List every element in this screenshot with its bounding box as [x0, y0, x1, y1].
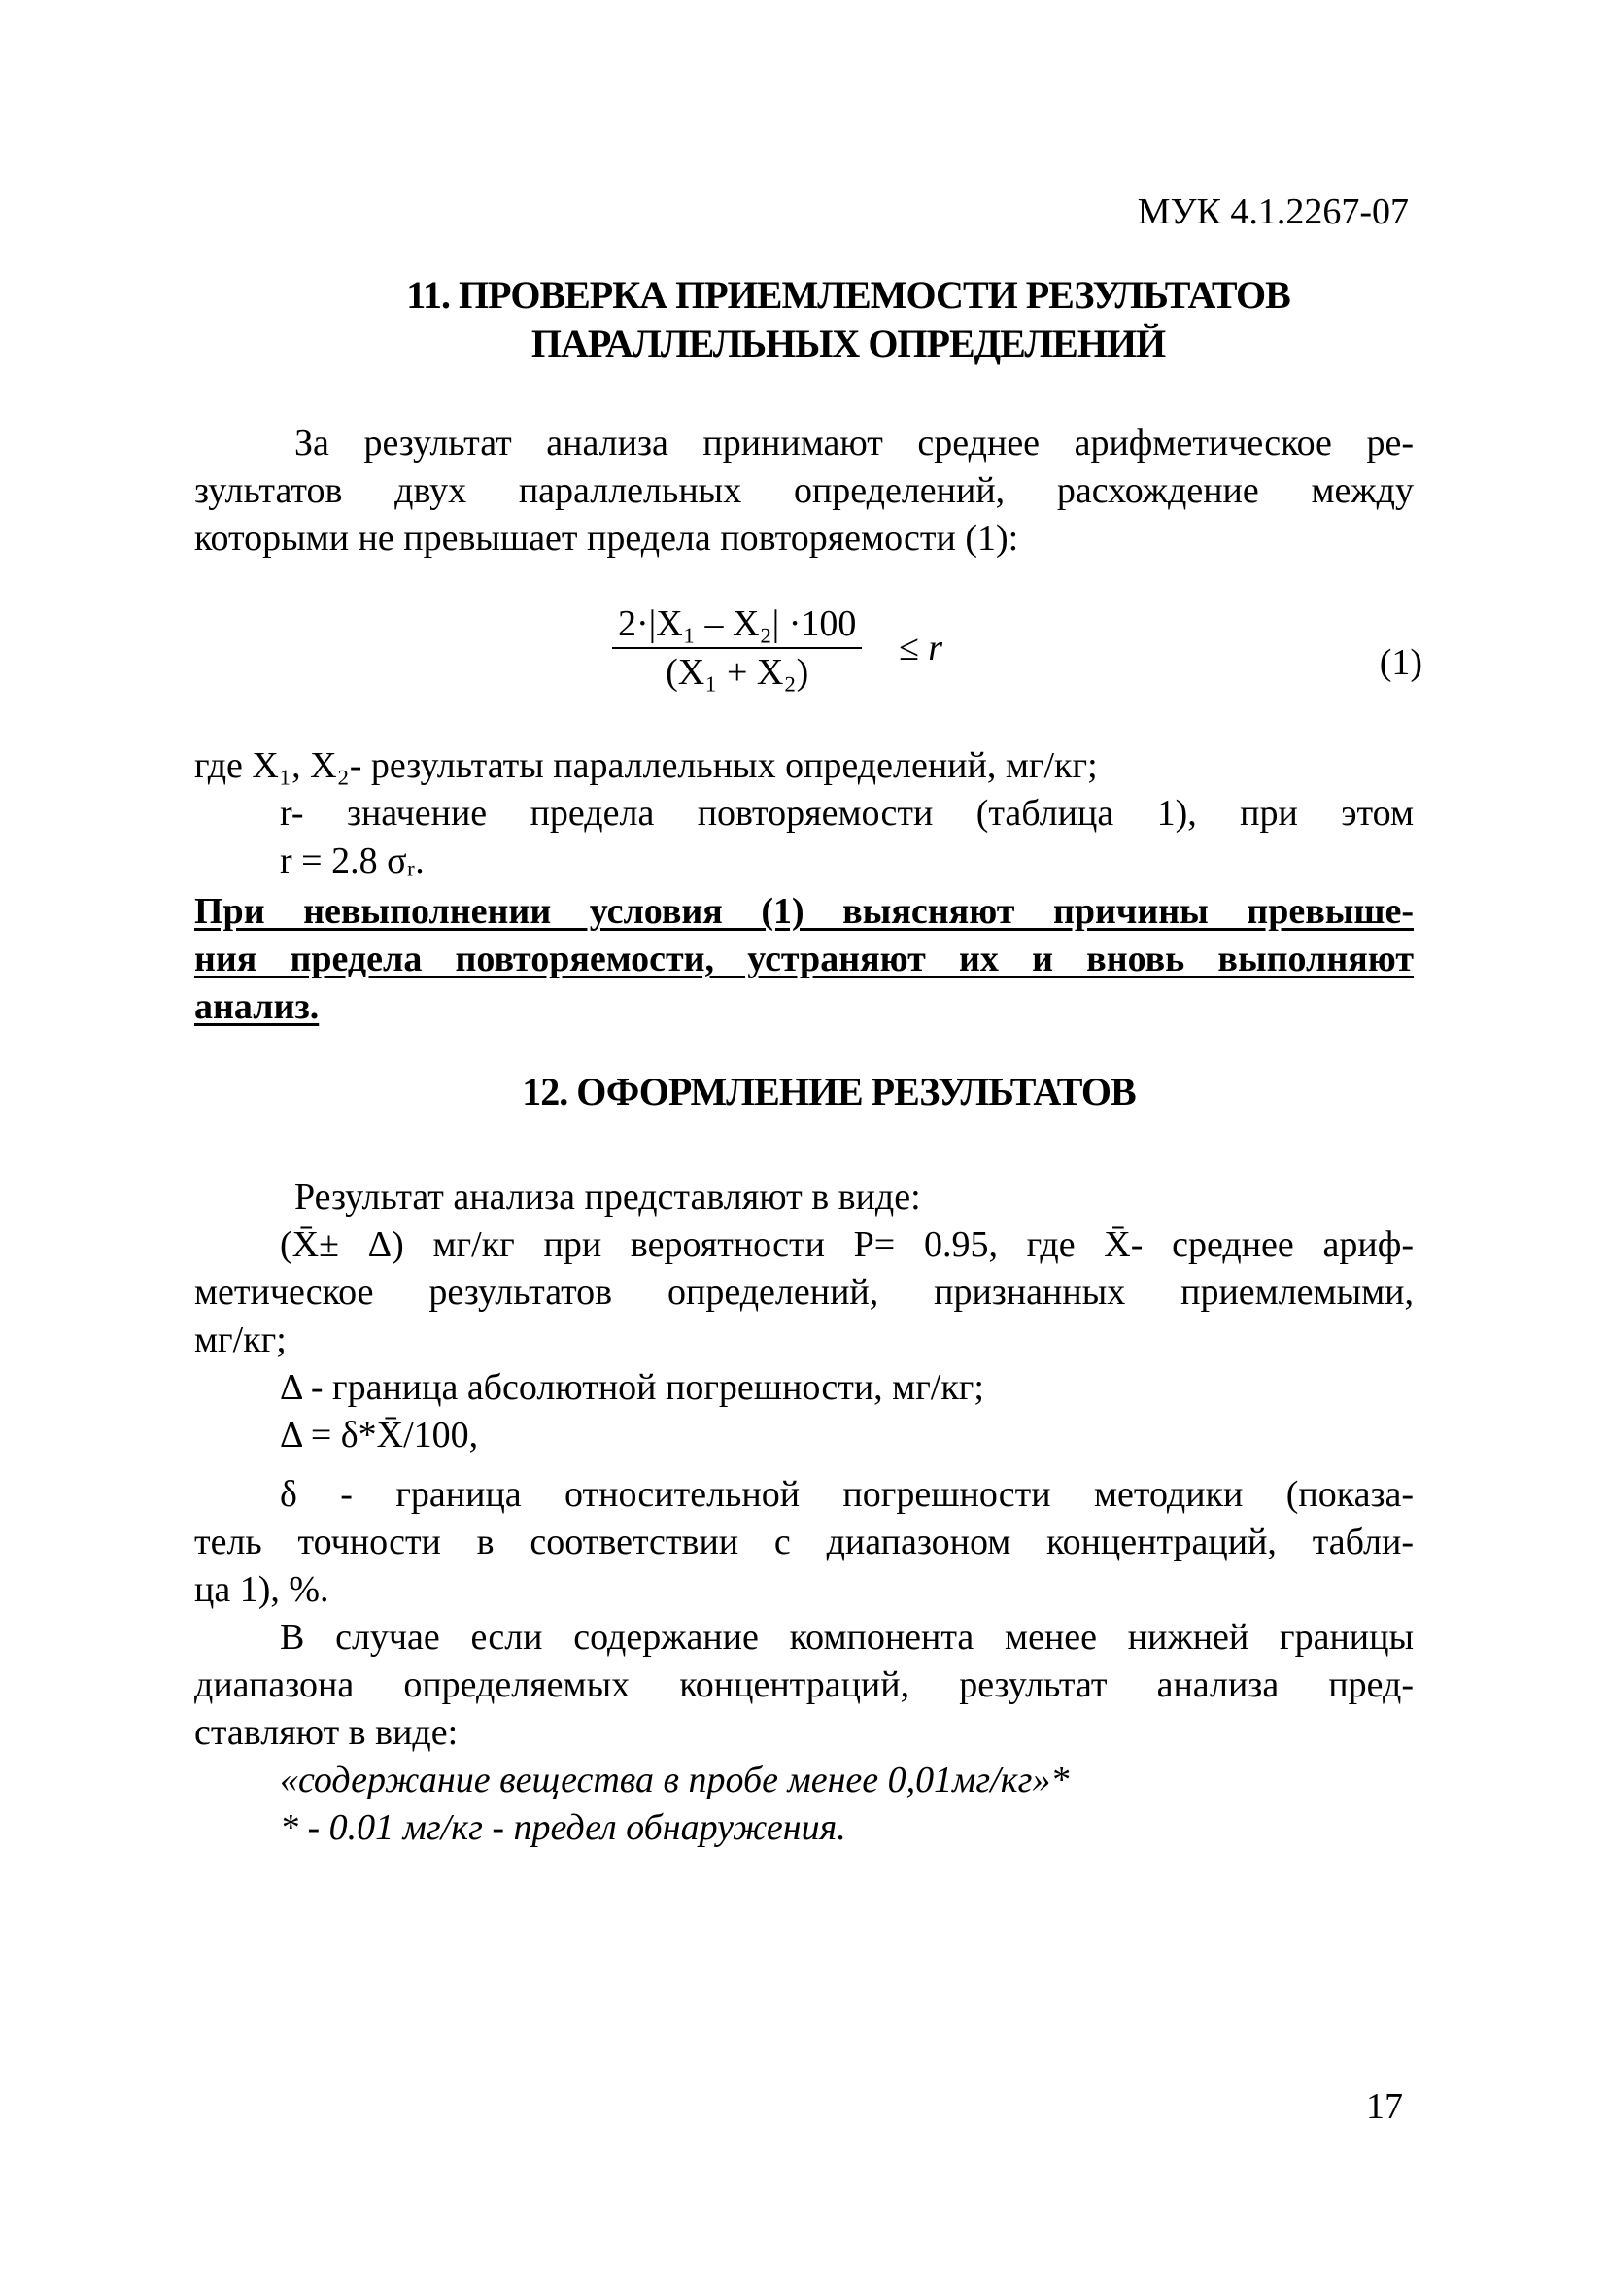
formula-relation: ≤ r	[898, 628, 943, 668]
intro-line: За результат анализа принимают среднее арифметическое ре-	[294, 423, 1414, 463]
result-italic-line: * - 0.01 мг/кг - предел обнаружения.	[280, 1807, 846, 1848]
section-12-title: 12. ОФОРМЛЕНИЕ РЕЗУЛЬТАТОВ	[522, 1070, 1136, 1114]
result-italic-line: «содержание вещества в пробе менее 0,01мг/кг»*	[280, 1760, 1070, 1800]
repeatability-formula	[612, 602, 942, 694]
result-line: δ - граница относительной погрешности методики (показа-	[280, 1474, 1414, 1515]
document-code: МУК 4.1.2267-07	[1137, 191, 1409, 232]
result-line: Δ = δ*X̄/100,	[280, 1415, 479, 1456]
warning-line: При невыполнении условия (1) выясняют причины превыше-	[194, 891, 1414, 932]
result-line: тель точности в соответствии с диапазоном концентраций, табли-	[194, 1522, 1414, 1562]
page-number: 17	[1366, 2086, 1403, 2127]
result-line: метическое результатов определений, признанных приемлемыми,	[194, 1272, 1414, 1313]
intro-line: зультатов двух параллельных определений, расхождение между	[194, 470, 1414, 511]
section-11-where	[194, 742, 1414, 885]
intro-line: которыми не превышает предела повторяемости (1):	[194, 518, 1019, 559]
formula-numerator: 2·|X₁ – X₂| ·100	[612, 602, 862, 649]
where-line: где X₁, X₂- результаты параллельных определений, мг/кг;	[194, 745, 1098, 786]
formula-number: (1)	[1379, 642, 1422, 683]
result-line: диапазона определяемых концентраций, результат анализа пред-	[194, 1664, 1414, 1705]
formula-fraction	[612, 602, 862, 694]
section-11-title-line-1: 11. ПРОВЕРКА ПРИЕМЛЕМОСТИ РЕЗУЛЬТАТОВ	[406, 273, 1290, 317]
warning-line: ния предела повторяемости, устраняют их и вновь выполняют	[194, 939, 1414, 979]
formula-denominator: (X₁ + X₂)	[666, 652, 809, 693]
section-12-body	[194, 1174, 1414, 1852]
result-line: (X̄± Δ) мг/кг при вероятности P= 0.95, где X̄- среднее ариф-	[280, 1224, 1414, 1265]
section-11-intro	[194, 420, 1414, 563]
result-line: Δ - граница абсолютной погрешности, мг/кг;	[280, 1367, 984, 1408]
section-11-warning	[194, 888, 1414, 1031]
result-line: В случае если содержание компонента менее нижней границы	[280, 1617, 1414, 1658]
section-11-title-line-2: ПАРАЛЛЕЛЬНЫХ ОПРЕДЕЛЕНИЙ	[530, 322, 1166, 365]
result-line: ца 1), %.	[194, 1569, 329, 1610]
result-line: Результат анализа представляют в виде:	[294, 1177, 921, 1217]
where-line: r = 2.8 σᵣ.	[280, 840, 425, 881]
result-line: мг/кг;	[194, 1319, 287, 1360]
warning-line: анализ.	[194, 986, 320, 1027]
result-line: ставляют в виде:	[194, 1712, 459, 1753]
where-line: r- значение предела повторяемости (таблица 1), при этом	[280, 793, 1414, 834]
